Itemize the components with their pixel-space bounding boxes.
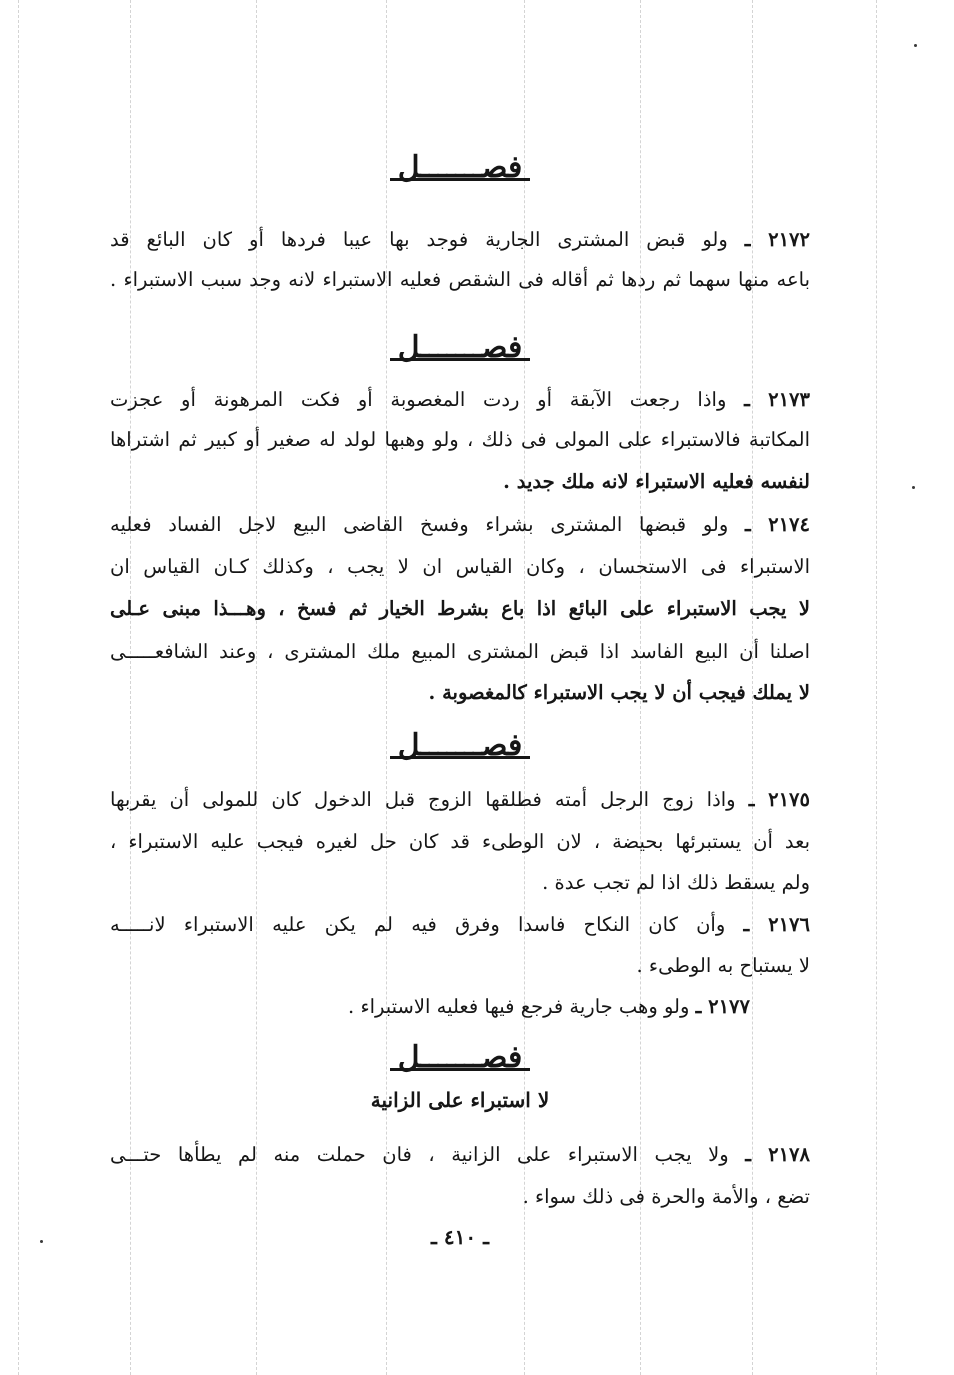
paragraph-number: ٢١٧٧ ـ <box>695 995 750 1018</box>
paragraph-text: ولو وهب جارية فرجع فيها فعليه الاستبراء . <box>348 995 690 1018</box>
paragraph-line <box>110 385 810 415</box>
scan-speck <box>40 1240 43 1243</box>
scan-speck <box>912 486 915 489</box>
paragraph-number: ٢١٧٥ ـ <box>748 788 810 811</box>
paragraph-line <box>110 225 810 255</box>
paragraph-text: ولم يسقط ذلك اذا لم تجب عدة . <box>542 871 810 894</box>
scan-speck <box>914 44 917 47</box>
paragraph-line <box>110 678 810 708</box>
paragraph-line <box>110 1140 810 1170</box>
section-heading <box>110 728 810 763</box>
paragraph-text: تضع ، والأمة والحرة فى ذلك سواء . <box>522 1185 810 1208</box>
paragraph-number: ٢١٧٢ ـ <box>744 228 810 251</box>
paragraph-line <box>110 510 810 540</box>
page-number: ـ ٤١٠ ـ <box>431 1225 489 1249</box>
paragraph-number: ٢١٧٣ ـ <box>744 388 810 411</box>
paragraph-text: واذا رجعت الآبقة أو ردت المغصوبة أو فكت المرهونة أو عجزت <box>110 388 727 411</box>
paragraph-text: الاستبراء فى الاستحسان ، وكان القياس ان لا يجب ، وكذلك كـان القياس ان <box>110 555 810 578</box>
section-subheading: لا استبراء على الزانية <box>370 1088 550 1112</box>
paragraph-text: ولا يجب الاستبراء على الزانية ، فان حملت منه لم يطأها حتـــى <box>110 1143 729 1166</box>
section-heading-text: فصـــــــل <box>390 1040 531 1075</box>
paragraph-text: بعد أن يستبرئها بحيضة ، لان الوطىء قد كان حل لغيره فيجب عليه الاستبراء ، <box>110 830 810 853</box>
section-heading <box>110 1040 810 1075</box>
paragraph-line <box>110 467 810 497</box>
paragraph-line <box>110 951 810 981</box>
paragraph-text: ولو قبضها المشترى بشراء وفسخ القاضى البيع لاجل الفساد فعليه <box>110 513 729 536</box>
section-heading <box>110 150 810 185</box>
paragraph-text: لا يملك فيجب أن لا يجب الاستبراء كالمغصوبة . <box>428 681 810 704</box>
scan-guide-line <box>18 0 19 1375</box>
section-heading-text: فصـــــــل <box>390 728 531 763</box>
paragraph-line <box>110 425 810 455</box>
paragraph-text: وأن كان النكاح فاسدا وفرق فيه لم يكن عليه الاستبراء لانـــــه <box>110 913 726 936</box>
paragraph-text: واذا زوج الرجل أمته فطلقها الزوج قبل الدخول كان للمولى أن يقربها <box>110 788 736 811</box>
paragraph-text: اصلنا أن البيع الفاسد اذا قبض المشترى المبيع ملك المشترى ، وعند الشافعـــــى <box>110 640 810 663</box>
paragraph-text: لا يجب الاستبراء على البائع اذا باع بشرط الخيار ثم فسخ ، وهـــذا مبنى عـلى <box>110 597 810 620</box>
paragraph-line <box>110 868 810 898</box>
paragraph-line <box>110 910 810 940</box>
paragraph-text: المكاتبة فالاستبراء على المولى فى ذلك ، ولو وهبها لولد له صغير أو كبير ثم اشتراها <box>110 428 810 451</box>
paragraph-text: لنفسه فعليه الاستبراء لانه ملك جديد . <box>503 470 810 493</box>
paragraph-number: ٢١٧٦ ـ <box>743 913 810 936</box>
paragraph-number: ٢١٧٤ ـ <box>745 513 810 536</box>
paragraph-text: ولو قبض المشترى الجارية فوجد بها عيبا فردها أو كان البائع قد <box>110 228 728 251</box>
paragraph-text: باعه منها سهما ثم ردها ثم أقاله فى الشقص فعليه الاستبراء لانه وجد سبب الاستبراء . <box>110 268 810 291</box>
section-heading-text: فصـــــــل <box>390 330 531 365</box>
paragraph-line <box>110 785 810 815</box>
paragraph-line <box>110 265 810 295</box>
paragraph-line <box>110 637 810 667</box>
paragraph-line <box>110 992 750 1022</box>
section-heading <box>110 330 810 365</box>
section-heading-text: فصـــــــل <box>390 150 531 185</box>
paragraph-line <box>110 552 810 582</box>
scan-guide-line <box>876 0 877 1375</box>
paragraph-line <box>110 594 810 624</box>
paragraph-text: لا يستباح به الوطىء . <box>636 954 810 977</box>
paragraph-line <box>110 827 810 857</box>
paragraph-line <box>110 1182 810 1212</box>
paragraph-number: ٢١٧٨ ـ <box>745 1143 810 1166</box>
